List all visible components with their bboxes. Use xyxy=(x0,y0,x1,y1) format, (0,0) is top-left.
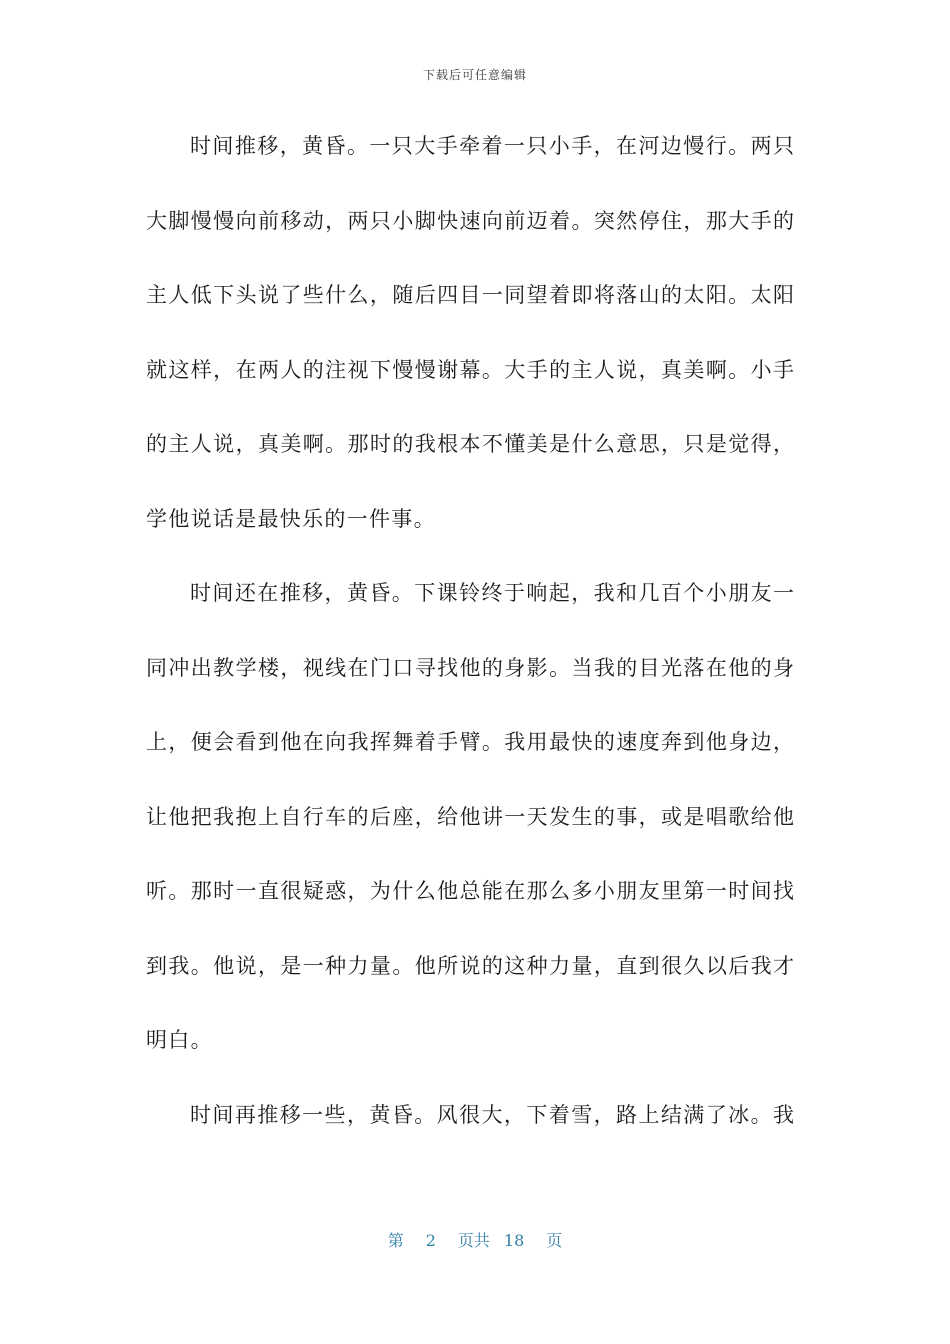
header-note: 下载后可任意编辑 xyxy=(422,68,527,82)
paragraph-line: 时间推移，黄昏。一只大手牵着一只小手，在河边慢行。两只 xyxy=(190,134,794,158)
paragraph-line: 学他说话是最快乐的一件事。 xyxy=(146,506,436,531)
paragraph-line: 让他把我抱上自行车的后座，给他讲一天发生的事，或是唱歌给他 xyxy=(146,804,794,829)
paragraph-line: 时间还在推移，黄昏。下课铃终于响起，我和几百个小朋友一 xyxy=(190,581,794,605)
paragraph-line: 上，便会看到他在向我挥舞着手臂。我用最快的速度奔到他身边， xyxy=(146,730,794,754)
page-number: 2 xyxy=(425,1231,436,1250)
page-mid: 页共 xyxy=(457,1231,490,1250)
body-text xyxy=(146,124,794,1167)
paragraph-line: 时间再推移一些，黄昏。风很大，下着雪，路上结满了冰。我 xyxy=(190,1102,794,1127)
page-footer xyxy=(0,1228,950,1251)
paragraph-line: 到我。他说，是一种力量。他所说的这种力量，直到很久以后我才 xyxy=(146,953,794,978)
paragraph-line: 就这样，在两人的注视下慢慢谢幕。大手的主人说，真美啊。小手 xyxy=(146,357,794,382)
page-suffix: 页 xyxy=(546,1231,563,1250)
paragraph-line: 听。那时一直很疑惑，为什么他总能在那么多小朋友里第一时间找 xyxy=(146,879,794,903)
paragraph-line: 同冲出教学楼，视线在门口寻找他的身影。当我的目光落在他的身 xyxy=(146,655,794,680)
page-prefix: 第 xyxy=(387,1231,404,1250)
paragraph-line: 的主人说，真美啊。那时的我根本不懂美是什么意思，只是觉得， xyxy=(146,432,794,456)
total-pages: 18 xyxy=(503,1231,525,1250)
paragraph-line: 明白。 xyxy=(146,1028,213,1052)
paragraph-line: 主人低下头说了些什么，随后四目一同望着即将落山的太阳。太阳 xyxy=(146,283,794,307)
paragraph-line: 大脚慢慢向前移动，两只小脚快速向前迈着。突然停住，那大手的 xyxy=(146,208,794,233)
